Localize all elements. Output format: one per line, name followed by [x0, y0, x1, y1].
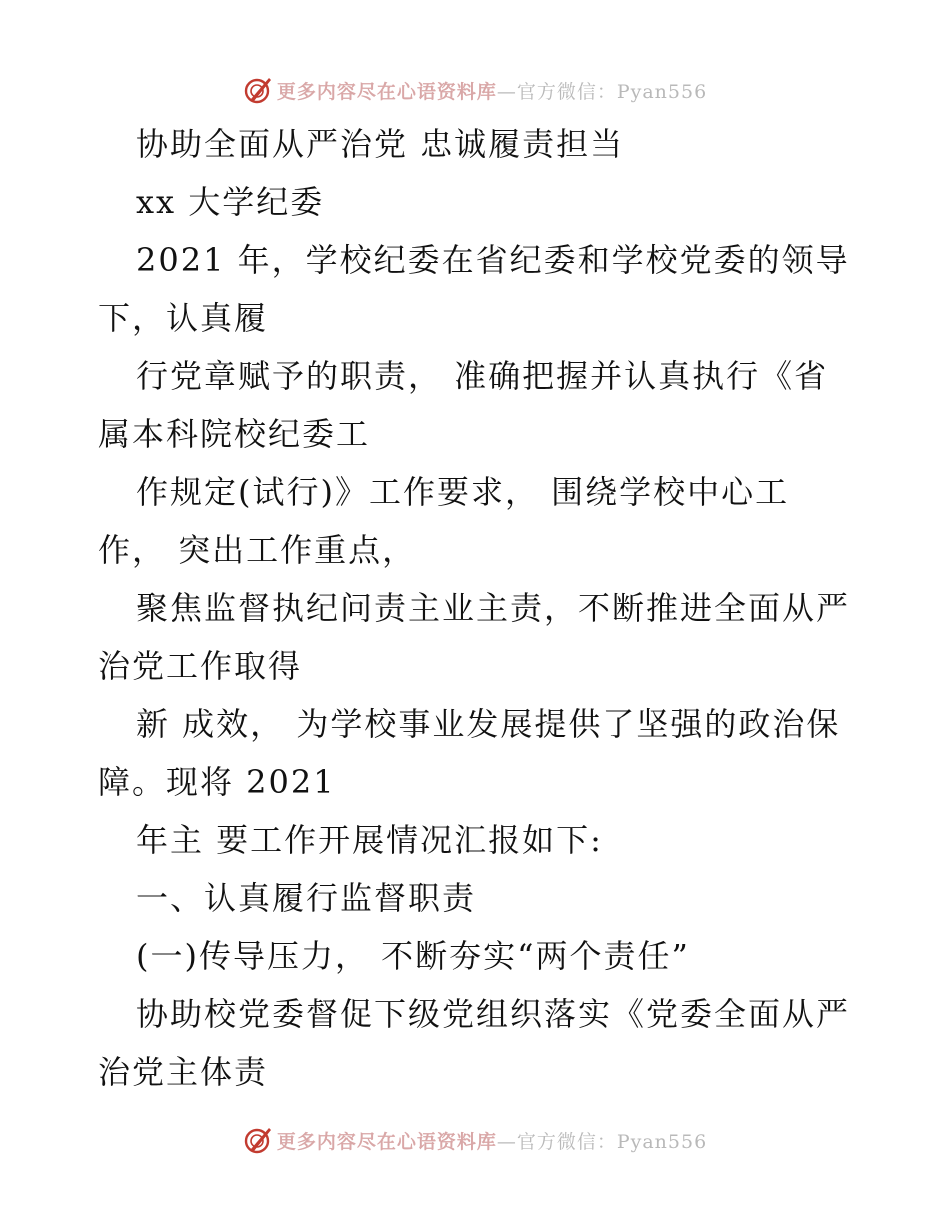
paragraph-line: 作规定(试行)》工作要求， 围绕学校中心工 [136, 473, 790, 511]
paragraph-line: 行党章赋予的职责， 准确把握并认真执行《省 [136, 357, 829, 395]
paragraph-line: 下，认真履 [98, 299, 269, 337]
watermark-main-text: 更多内容尽在心语资料库 [276, 1130, 497, 1153]
paragraph-line: 聚焦监督执纪问责主业主责，不断推进全面从严 [136, 589, 851, 627]
paragraph-line: 治党工作取得 [98, 647, 303, 685]
document-author: xx 大学纪委 [136, 183, 325, 221]
paragraph-line: 年主 要工作开展情况汇报如下: [136, 821, 603, 859]
paragraph-line: 2021 年，学校纪委在省纪委和学校党委的领导 [136, 241, 850, 279]
pen-logo-icon [243, 75, 273, 105]
watermark-main-text: 更多内容尽在心语资料库 [276, 80, 497, 103]
paragraph-line: 障。现将 2021 [98, 763, 336, 801]
section-heading: 一、认真履行监督职责 [136, 879, 477, 917]
subsection-heading: (一)传导压力， 不断夯实“两个责任” [136, 937, 690, 975]
paragraph-line: 新 成效， 为学校事业发展提供了坚强的政治保 [136, 705, 841, 743]
watermark-banner-bottom [0, 1120, 950, 1160]
paragraph-line: 治党主体责 [98, 1053, 269, 1091]
paragraph-line: 作， 突出工作重点， [98, 531, 417, 569]
pen-logo-icon [243, 1125, 273, 1155]
watermark-sub-text: —官方微信：Pyan556 [496, 80, 708, 103]
watermark-sub-text: —官方微信：Pyan556 [496, 1130, 708, 1153]
paragraph-line: 属本科院校纪委工 [98, 415, 371, 453]
paragraph-line: 协助校党委督促下级党组织落实《党委全面从严 [136, 995, 851, 1033]
document-title: 协助全面从严治党 忠诚履责担当 [136, 125, 625, 163]
watermark-banner-top [0, 70, 950, 110]
